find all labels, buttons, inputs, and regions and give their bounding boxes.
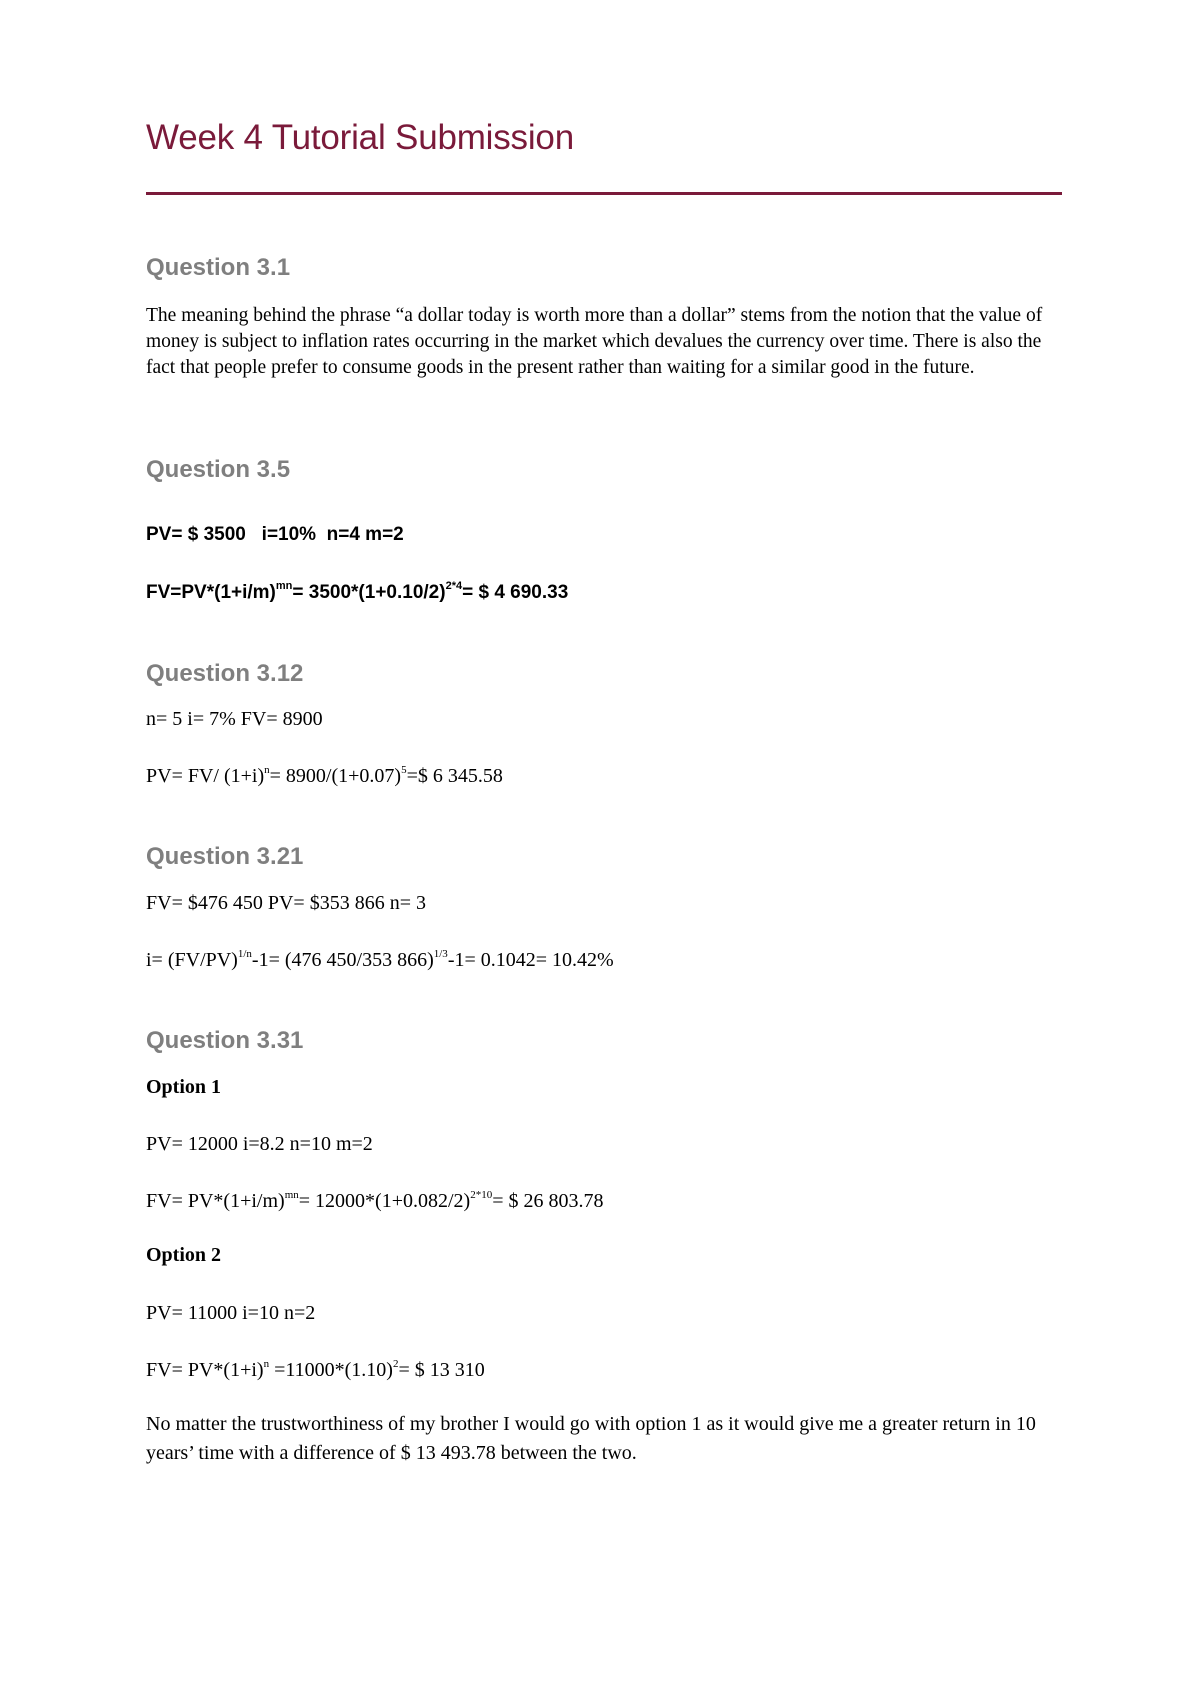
formula-part: FV=PV*(1+i/m) — [146, 582, 276, 603]
formula-part: PV= FV/ (1+i) — [146, 765, 265, 787]
formula-part: =11000*(1.10) — [269, 1359, 393, 1381]
formula-exponent: 2 — [392, 1358, 399, 1370]
question-3-21-given: FV= $476 450 PV= $353 866 n= 3 — [146, 892, 426, 914]
formula-part: i= (FV/PV) — [146, 949, 238, 971]
option-1-given: PV= 12000 i=8.2 n=10 m=2 — [146, 1133, 373, 1155]
option-2-given: PV= 11000 i=10 n=2 — [146, 1302, 316, 1324]
formula-result: =$ 6 345.58 — [406, 765, 503, 787]
formula-exponent: mn — [275, 580, 293, 592]
formula-part: FV= PV*(1+i/m) — [146, 1190, 285, 1212]
formula-exponent: 2*10 — [470, 1189, 493, 1201]
page-title: Week 4 Tutorial Submission — [146, 118, 574, 157]
formula-part: = 3500*(1+0.10/2) — [292, 582, 446, 603]
formula-result: = $ 26 803.78 — [492, 1190, 604, 1212]
question-3-12-formula — [146, 765, 503, 788]
option-1-label: Option 1 — [146, 1076, 222, 1098]
formula-result: = $ 13 310 — [398, 1359, 485, 1381]
question-3-12-heading: Question 3.12 — [146, 660, 304, 687]
question-3-5-formula — [146, 582, 568, 604]
formula-part: FV= PV*(1+i) — [146, 1359, 264, 1381]
option-1-formula — [146, 1190, 603, 1213]
formula-part: = 8900/(1+0.07) — [269, 765, 402, 787]
formula-result: = $ 4 690.33 — [462, 582, 569, 603]
formula-part: = 12000*(1+0.082/2) — [298, 1190, 471, 1212]
formula-exponent: n — [263, 1358, 270, 1370]
question-3-1-answer: The meaning behind the phrase “a dollar today is worth more than a dollar” stems from the notion that the value of money is subject to inflation rates occurring in the market which devalues the currency over time. There is also the fact that people prefer to consume goods in the present rather than waiting for a similar good in the future. — [146, 305, 1043, 378]
formula-exponent: 2*4 — [445, 580, 463, 592]
question-3-21-heading: Question 3.21 — [146, 843, 304, 870]
formula-exponent: 1/3 — [433, 948, 448, 960]
formula-exponent: 5 — [401, 764, 407, 776]
question-3-12-given: n= 5 i= 7% FV= 8900 — [146, 708, 323, 730]
formula-exponent: n — [264, 764, 270, 776]
question-3-5-heading: Question 3.5 — [146, 456, 291, 483]
question-3-5-given: PV= $ 3500 i=10% n=4 m=2 — [146, 524, 404, 545]
question-3-21-formula — [146, 949, 614, 972]
formula-exponent: mn — [284, 1189, 299, 1201]
formula-exponent: 1/n — [237, 948, 252, 960]
question-3-31-conclusion: No matter the trustworthiness of my brother I would go with option 1 as it would give me a greater return in 10 years’ time with a difference of $ 13 493.78 between the two. — [146, 1413, 1036, 1464]
option-2-formula — [146, 1359, 485, 1382]
formula-part: -1= (476 450/353 866) — [251, 949, 434, 971]
option-2-label: Option 2 — [146, 1244, 222, 1266]
question-3-31-heading: Question 3.31 — [146, 1027, 304, 1054]
title-divider — [146, 192, 1062, 195]
question-3-1-heading: Question 3.1 — [146, 254, 291, 281]
formula-result: -1= 0.1042= 10.42% — [447, 949, 614, 971]
